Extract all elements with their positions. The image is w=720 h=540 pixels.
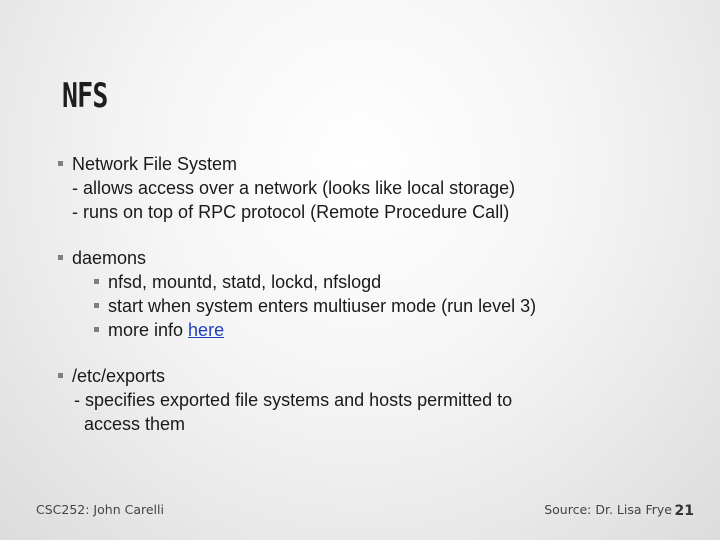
bullet-text: daemons	[72, 248, 147, 268]
sub-line: access them	[84, 414, 186, 434]
square-bullet-icon	[94, 303, 99, 308]
footer-left: CSC252: John Carelli	[36, 502, 164, 517]
square-bullet-icon	[94, 327, 99, 332]
square-bullet-icon	[94, 279, 99, 284]
sub-bullet-line	[94, 270, 381, 294]
sub-bullet-line	[94, 318, 224, 342]
bullet-line	[58, 364, 165, 388]
square-bullet-icon	[58, 373, 63, 378]
slide-title: NFS	[62, 76, 108, 116]
bullet-text: Network File System	[72, 154, 238, 174]
square-bullet-icon	[58, 161, 63, 166]
more-info-link[interactable]: here	[188, 320, 225, 340]
sub-bullet-text: start when system enters multiuser mode (run level 3)	[108, 296, 537, 316]
page-number: 21	[674, 503, 694, 519]
sub-line: - specifies exported file systems and hosts permitted to	[74, 390, 513, 410]
footer-source: Source: Dr. Lisa Frye	[544, 502, 672, 517]
bullet-line	[58, 152, 237, 176]
bullet-line	[58, 246, 146, 270]
sub-line: - allows access over a network (looks like local storage)	[72, 178, 516, 198]
sub-bullet-line	[94, 294, 536, 318]
bullet-text: /etc/exports	[72, 366, 166, 386]
more-info-prefix: more info	[108, 320, 189, 340]
sub-line: - runs on top of RPC protocol (Remote Procedure Call)	[72, 202, 510, 222]
sub-bullet-text: nfsd, mountd, statd, lockd, nfslogd	[108, 272, 382, 292]
square-bullet-icon	[58, 255, 63, 260]
